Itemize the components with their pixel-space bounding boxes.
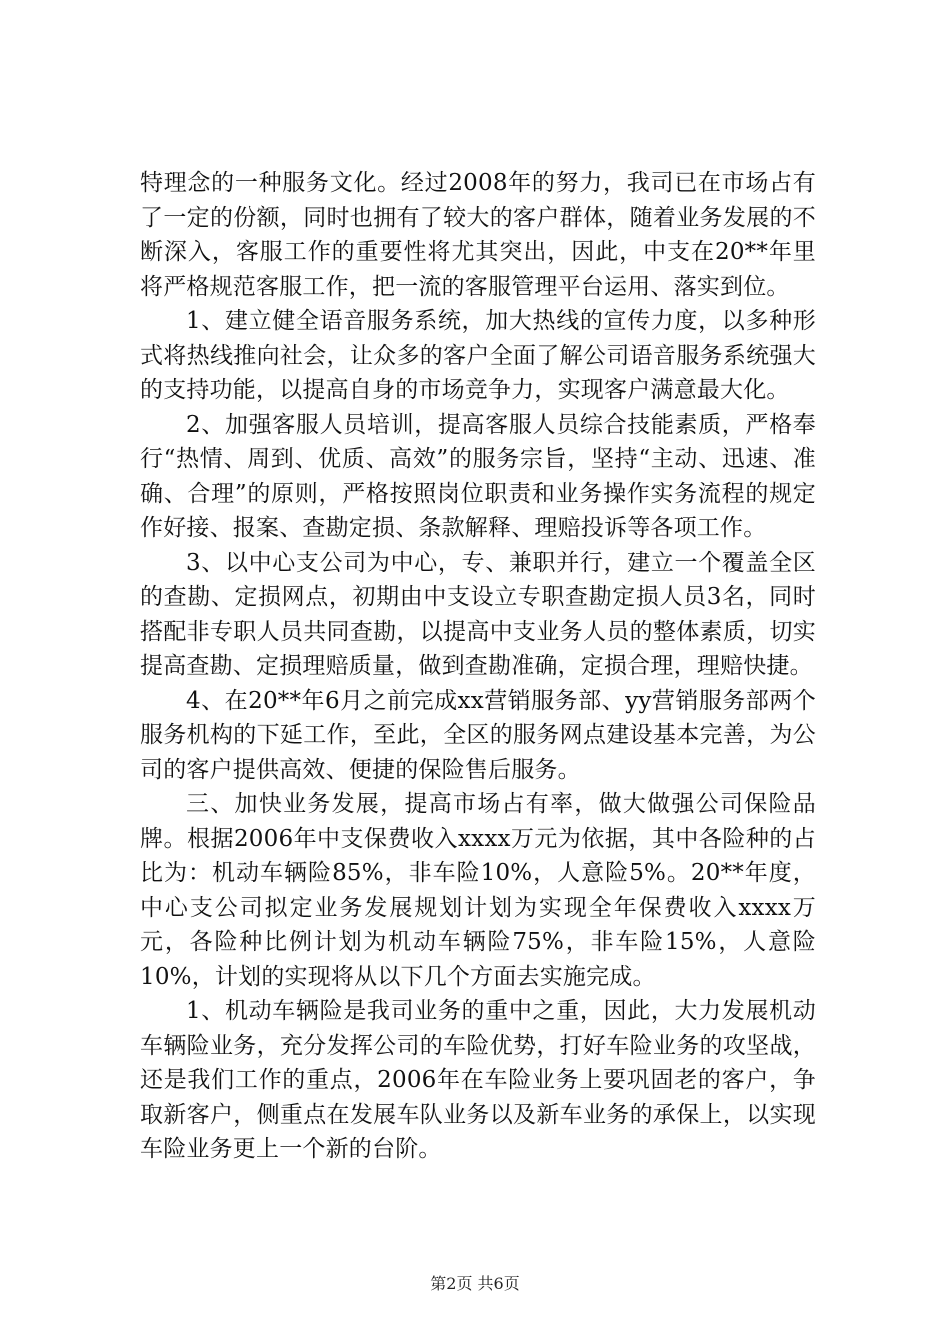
- paragraph-item-4-service-outlets: 4、在20**年6月之前完成xx营销服务部、yy营销服务部两个服务机构的下延工作，至此，全区的服务网点建设基本完善，为公司的客户提供高效、便捷的保险售后服务。: [140, 687, 816, 783]
- document-body: [140, 166, 816, 1167]
- page-number-footer: 第2页 共6页: [430, 1274, 520, 1293]
- paragraph-item-3-survey-network: 3、以中心支公司为中心，专、兼职并行，建立一个覆盖全区的查勘、定损网点，初期由中支设立专职查勘定损人员3名，同时搭配非专职人员共同查勘，以提高中支业务人员的整体素质，切实提高查勘、定损理赔质量，做到查勘准确，定损合理，理赔快捷。: [140, 549, 816, 679]
- paragraph-section-3-business-development: 三、加快业务发展，提高市场占有率，做大做强公司保险品牌。根据2006年中支保费收入xxxx万元为依据，其中各险种的占比为：机动车辆险85%，非车险10%，人意险5%。20**年度，中心支公司拟定业务发展规划计划为实现全年保费收入xxxx万元，各险种比例计划为机动车辆险75%，非车险15%，人意险10%，计划的实现将从以下几个方面去实施完成。: [140, 791, 816, 990]
- paragraph-item-1-voice-service: 1、建立健全语音服务系统，加大热线的宣传力度，以多种形式将热线推向社会，让众多的客户全面了解公司语音服务系统强大的支持功能，以提高自身的市场竞争力，实现客户满意最大化。: [140, 308, 816, 403]
- paragraph-continuation: 特理念的一种服务文化。经过2008年的努力，我司已在市场占有了一定的份额，同时也拥有了较大的客户群体，随着业务发展的不断深入，客服工作的重要性将尤其突出，因此，中支在20**年里将严格规范客服工作，把一流的客服管理平台运用、落实到位。: [140, 170, 816, 300]
- paragraph-item-2-staff-training: 2、加强客服人员培训，提高客服人员综合技能素质，严格奉行“热情、周到、优质、高效”的服务宗旨，坚持“主动、迅速、准确、合理”的原则，严格按照岗位职责和业务操作实务流程的规定作好接、报案、查勘定损、条款解释、理赔投诉等各项工作。: [140, 411, 816, 541]
- paragraph-item-1-motor-insurance: 1、机动车辆险是我司业务的重中之重，因此，大力发展机动车辆险业务，充分发挥公司的车险优势，打好车险业务的攻坚战，还是我们工作的重点，2006年在车险业务上要巩固老的客户，争取新客户，侧重点在发展车队业务以及新车业务的承保上，以实现车险业务更上一个新的台阶。: [140, 998, 816, 1162]
